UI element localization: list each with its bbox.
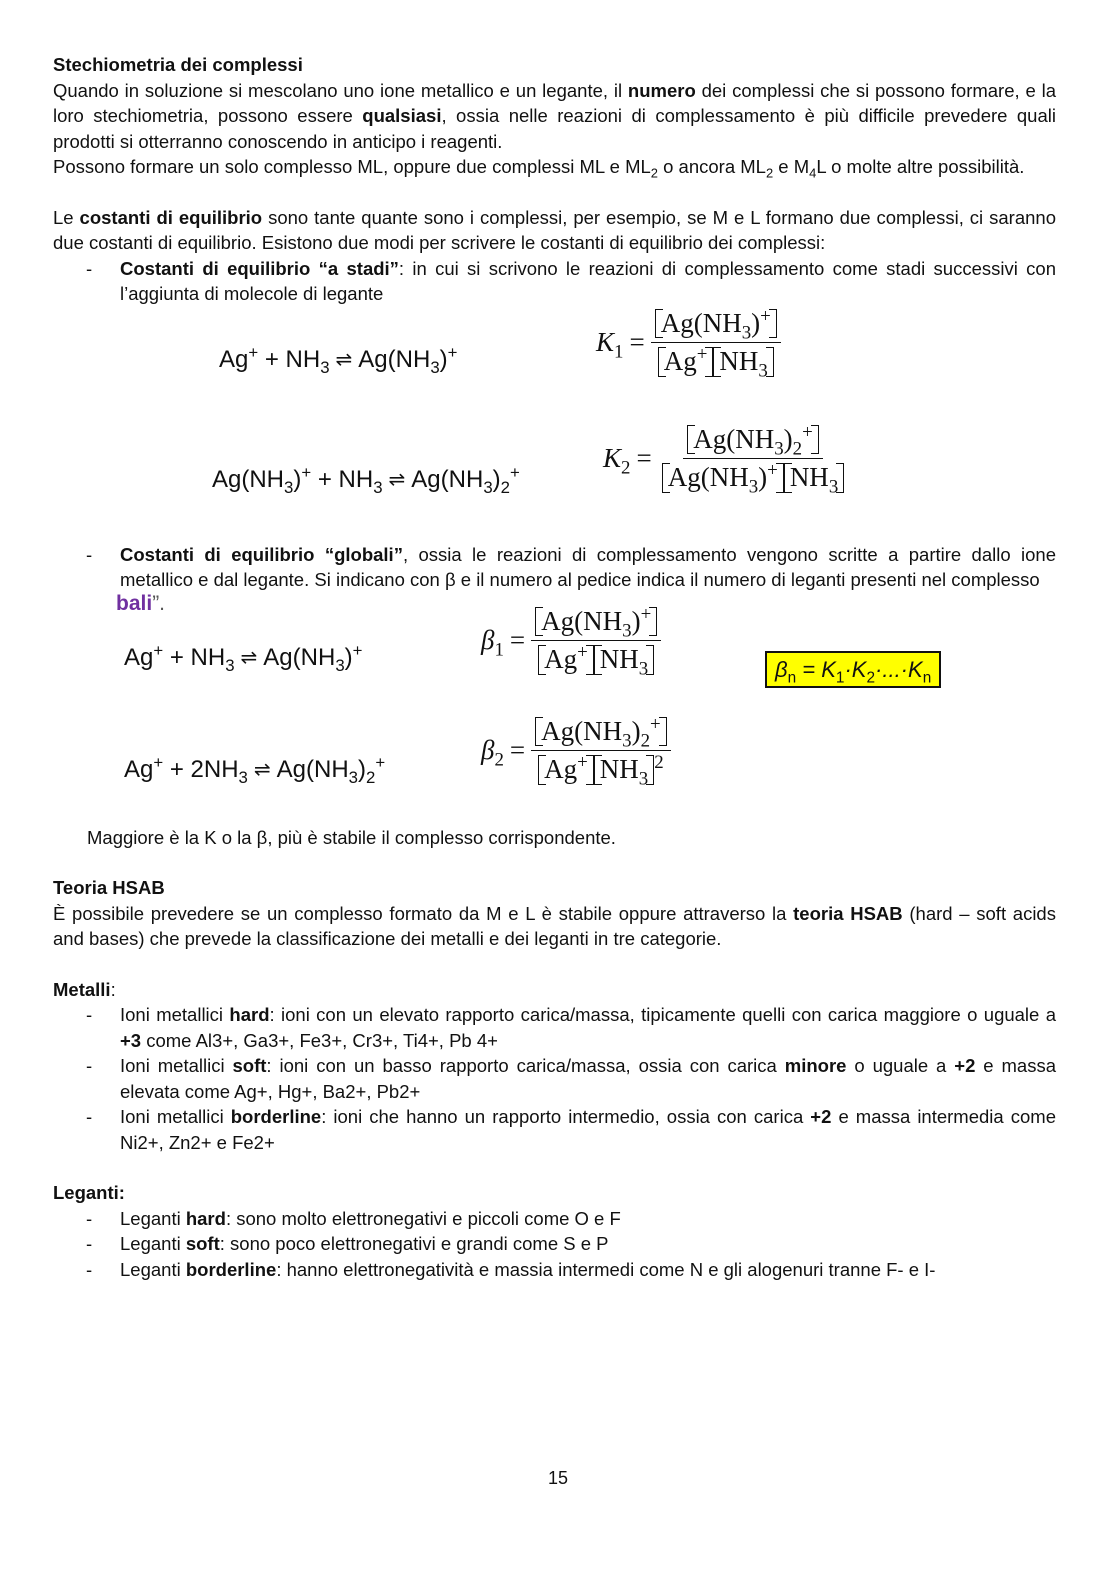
paragraph-hsab [53, 901, 1056, 952]
equals-sign: = [509, 734, 526, 765]
text: sono tante quante sono i complessi, per esempio, se M e L formano due complessi, ci saranno due costanti di equilibrio. Esistono due modi per scrivere le costanti di equilibrio dei complessi: [53, 206, 1056, 253]
bracket [658, 344, 714, 377]
text: : in cui si scrivono le reazioni di complessamento come stadi successivi con l’aggiunta di molecole di legante [120, 257, 1057, 304]
text: β [481, 624, 495, 655]
superscript: + [577, 642, 588, 663]
bracket: $Ag(NH_3)_2^+$ [535, 717, 667, 747]
bracket [594, 754, 654, 790]
numerator [531, 603, 661, 642]
subscript: 3 [225, 655, 235, 675]
list-item [53, 1206, 1056, 1232]
subscript: 1 [614, 341, 624, 363]
k2-expression [603, 421, 848, 498]
list-item [53, 1053, 1056, 1104]
text: ·...·K [875, 656, 923, 682]
text: : hanno elettronegatività e massia intermedi come N e gli alogenuri tranne F- e I- [276, 1258, 936, 1280]
numerator [531, 713, 671, 752]
bold-text: Costanti di equilibrio “globali” [120, 543, 403, 565]
text: Ag [541, 715, 575, 746]
subscript: 3 [348, 767, 359, 787]
text: + 2NH [163, 755, 239, 783]
list-item [53, 1231, 1056, 1257]
beta1-expression [481, 603, 661, 680]
k1-expression [596, 305, 781, 382]
subscript: n [787, 668, 797, 686]
cropped-fragment [116, 591, 165, 617]
subscript: 2 [366, 767, 376, 787]
metalli-list [53, 1002, 1056, 1155]
denominator [534, 641, 658, 680]
bold-text: costanti di equilibrio [79, 206, 263, 228]
text: + NH [163, 643, 226, 671]
reaction-2 [212, 462, 520, 497]
superscript: + [760, 305, 771, 327]
text: Ag(NH [411, 465, 484, 493]
text: L o molte altre possibilità. [816, 156, 1025, 177]
text: Ioni metallici [120, 1055, 233, 1076]
bold-text: qualsiasi [362, 105, 442, 126]
superscript: + [767, 460, 778, 481]
fraction [651, 305, 781, 382]
subscript: 2 [640, 729, 651, 751]
subscript: 3 [335, 655, 345, 675]
k2-label [603, 442, 631, 479]
bold-text: minore [784, 1055, 847, 1076]
text: NH [599, 644, 639, 674]
text: : ioni che hanno un rapporto intermedio, ossia con carica [321, 1106, 811, 1127]
subscript: 3 [828, 476, 839, 498]
bracket [784, 462, 844, 498]
text: Ag(NH [212, 465, 285, 493]
text: : sono poco elettronegativi e grandi come S e P [219, 1233, 609, 1254]
text: K [596, 326, 615, 357]
bold-text: borderline [230, 1106, 322, 1127]
bold-text: soft [185, 1233, 220, 1254]
text: Ioni metallici [120, 1004, 230, 1025]
text: Quando in soluzione si mescolano uno ione metallico e un legante, il [53, 79, 628, 101]
global-equations [53, 593, 1056, 825]
equilibrium-arrow-icon: ⇌ [240, 646, 258, 669]
metalli-heading [53, 977, 1056, 1003]
subscript: 2 [500, 477, 510, 497]
section-title-stechiometria: Stechiometria dei complessi [53, 54, 303, 75]
subscript: 3 [758, 360, 768, 382]
text: Ag(NH [276, 755, 349, 783]
text: Ag [219, 345, 249, 373]
text: ) [358, 755, 367, 783]
text: Ag [660, 307, 694, 338]
list-item [53, 256, 1056, 307]
text: ) [439, 345, 448, 373]
beta1-label [481, 624, 504, 661]
superscript: + [153, 640, 164, 660]
equals-sign: = [629, 326, 645, 357]
text: ) [293, 465, 302, 493]
subscript: n [922, 668, 932, 686]
fraction [531, 603, 661, 680]
text: : [110, 978, 116, 1000]
subscript: 3 [638, 768, 649, 790]
superscript: + [640, 603, 652, 625]
paragraph-intro [53, 78, 1056, 155]
denominator [654, 343, 778, 382]
text: È possibile prevedere se un complesso formato da M e L è stabile oppure attraverso la [53, 902, 794, 924]
text: β [481, 734, 495, 765]
superscript: + [650, 713, 661, 735]
subscript: 3 [483, 477, 493, 497]
text: + NH [311, 465, 374, 493]
text: ·K [844, 656, 867, 682]
subscript: 2 [650, 165, 658, 181]
text: e massa elevata come Ag+, Hg+, Ba2+, Pb2+ [120, 1055, 1056, 1102]
subscript: 1 [494, 639, 504, 661]
text: : ioni con un basso rapporto carica/massa, ossia con carica [266, 1055, 785, 1076]
equals-sign: = [509, 624, 526, 655]
bracket: $Ag(NH_3)_2^+$ [687, 425, 819, 455]
subscript: 4 [809, 165, 817, 181]
text: e massa intermedia come Ni2+, Zn2+ e Fe2+ [120, 1106, 1056, 1153]
equals-sign: = [636, 442, 652, 473]
subscript: 3 [622, 619, 632, 641]
section-title-hsab: Teoria HSAB [53, 877, 165, 898]
text: o uguale a [846, 1055, 955, 1076]
text: bali [116, 591, 153, 615]
bracket [538, 752, 594, 785]
subscript: 3 [373, 477, 383, 497]
bold-text: +2 [954, 1055, 976, 1076]
text: NH [583, 605, 623, 636]
text: Leganti [120, 1207, 186, 1229]
subscript: 2 [866, 668, 876, 686]
spacer [53, 952, 1056, 977]
spacer [53, 850, 1056, 875]
bracket [538, 642, 594, 675]
bold-text: soft [232, 1055, 267, 1076]
text: Ag [663, 346, 697, 376]
beta2-expression [481, 713, 671, 790]
bold-text: teoria HSAB [793, 902, 903, 924]
text: Ag [544, 754, 578, 784]
text: : sono molto elettronegativi e piccoli come O e F [225, 1207, 621, 1229]
subscript: 3 [774, 437, 784, 459]
bracket: $Ag(NH_3)^+$ [535, 607, 657, 637]
denominator [658, 459, 849, 498]
reaction-1 [219, 342, 458, 377]
list-item [53, 1257, 1056, 1283]
text: ”. [152, 591, 166, 615]
text: Ag [124, 643, 154, 671]
superscript: + [301, 462, 312, 482]
bold-text: Metalli [53, 978, 111, 1000]
bracket: $Ag(NH_3)^+$ [655, 309, 777, 339]
list-item [53, 1104, 1056, 1155]
denominator [534, 751, 668, 790]
bracket [594, 644, 654, 680]
bold-text: Costanti di equilibrio “a stadi” [120, 257, 399, 279]
text: o ancora ML [657, 156, 766, 177]
page-number: 15 [547, 1468, 569, 1488]
text: Possono formare un solo complesso ML, oppure due complessi ML e ML [53, 156, 651, 177]
text: : ioni con un elevato rapporto carica/massa, tipicamente quelli con carica maggiore o uguale a [269, 1004, 1056, 1025]
subscript: 3 [622, 729, 632, 751]
numerator [651, 305, 781, 344]
subscript: 3 [284, 477, 294, 497]
leganti-list [53, 1206, 1056, 1283]
subscript: 3 [748, 476, 759, 498]
text: K [603, 442, 622, 473]
subscript: 3 [430, 357, 440, 377]
paragraph-complexes [53, 154, 1056, 180]
text: , ossia nelle reazioni di complessamento è più difficile prevedere quali prodotti si otterranno conoscendo in anticipo i reagenti. [53, 105, 1056, 152]
text: Ag [667, 462, 701, 492]
superscript: + [802, 421, 813, 443]
text: Ioni metallici [120, 1106, 231, 1127]
document-page [53, 52, 1056, 1282]
bullet-list-global [53, 542, 1056, 593]
text: Leganti [120, 1233, 186, 1254]
fraction [531, 713, 671, 790]
numerator [683, 421, 823, 460]
superscript: + [153, 752, 164, 772]
text: NH [599, 754, 639, 784]
subscript: 2 [621, 457, 631, 479]
bracket: $Ag(NH_3)^+$ [662, 463, 784, 493]
leganti-heading: Leganti: [53, 1182, 125, 1203]
paragraph-constants [53, 205, 1056, 256]
text: = K [796, 656, 836, 682]
text: ) [492, 465, 501, 493]
text: ) [344, 643, 353, 671]
text: NH [719, 346, 759, 376]
superscript: + [696, 344, 708, 365]
text: NH [735, 423, 775, 454]
paragraph-conclusion: Maggiore è la K o la β, più è stabile il complesso corrispondente. [87, 826, 616, 848]
list-item [53, 542, 1056, 593]
equilibrium-arrow-icon: ⇌ [335, 348, 353, 371]
text: Le [53, 206, 80, 228]
text: Ag(NH [358, 345, 431, 373]
beta-product-formula [765, 651, 941, 689]
superscript: + [447, 342, 458, 362]
superscript: 2 [654, 752, 664, 773]
subscript: 2 [765, 165, 774, 181]
list-item [53, 1002, 1056, 1053]
text: e M [773, 156, 810, 177]
text: Ag(NH [263, 643, 336, 671]
text: NH [583, 715, 623, 746]
subscript: 1 [835, 668, 845, 686]
text: Ag [544, 644, 578, 674]
bold-text: numero [627, 79, 696, 101]
text: NH [709, 462, 749, 492]
subscript: 3 [238, 767, 248, 787]
reaction-4 [124, 752, 386, 787]
text: Ag [541, 605, 575, 636]
spacer [53, 180, 1056, 205]
fraction [658, 421, 849, 498]
beta2-label [481, 734, 504, 771]
subscript: 3 [638, 658, 649, 680]
subscript: 2 [494, 749, 504, 771]
equilibrium-arrow-icon: ⇌ [253, 758, 271, 781]
superscript: + [577, 752, 588, 773]
text: + NH [258, 345, 321, 373]
spacer [53, 1155, 1056, 1180]
text: β [775, 656, 788, 682]
reaction-3 [124, 640, 363, 675]
text: dei complessi che si possono formare, e la loro stechiometria, possono essere [53, 79, 1056, 126]
text: NH [702, 307, 742, 338]
superscript: + [248, 342, 259, 362]
superscript: + [510, 462, 520, 482]
bold-text: +3 [120, 1029, 142, 1051]
text: Ag [124, 755, 154, 783]
bold-text: borderline [185, 1258, 277, 1280]
bold-text: hard [185, 1207, 226, 1229]
subscript: 3 [320, 357, 330, 377]
subscript: 2 [792, 437, 803, 459]
superscript: + [352, 640, 363, 660]
subscript: 3 [741, 321, 752, 343]
text: Ag [693, 423, 727, 454]
superscript: + [375, 752, 386, 772]
bold-text: +2 [810, 1106, 832, 1127]
bracket [713, 346, 773, 382]
equilibrium-arrow-icon: ⇌ [388, 468, 406, 491]
text: , ossia le reazioni di complessamento vengono scritte a partire dallo ione metallico e dal legante. Si indicano con β e il numero al pedice indica il numero di leganti presenti nel complesso [120, 543, 1056, 590]
bold-text: hard [229, 1004, 270, 1025]
text: (hard – soft acids and bases) che prevede la classificazione dei metalli e dei leganti in tre categorie. [53, 902, 1056, 949]
text: NH [789, 462, 829, 492]
bullet-list-stepwise [53, 256, 1056, 307]
text: come Al3+, Ga3+, Fe3+, Cr3+, Ti4+, Pb 4+ [141, 1029, 498, 1051]
stepwise-equations [53, 307, 1056, 542]
k1-label [596, 326, 624, 363]
text: Leganti [120, 1258, 186, 1280]
